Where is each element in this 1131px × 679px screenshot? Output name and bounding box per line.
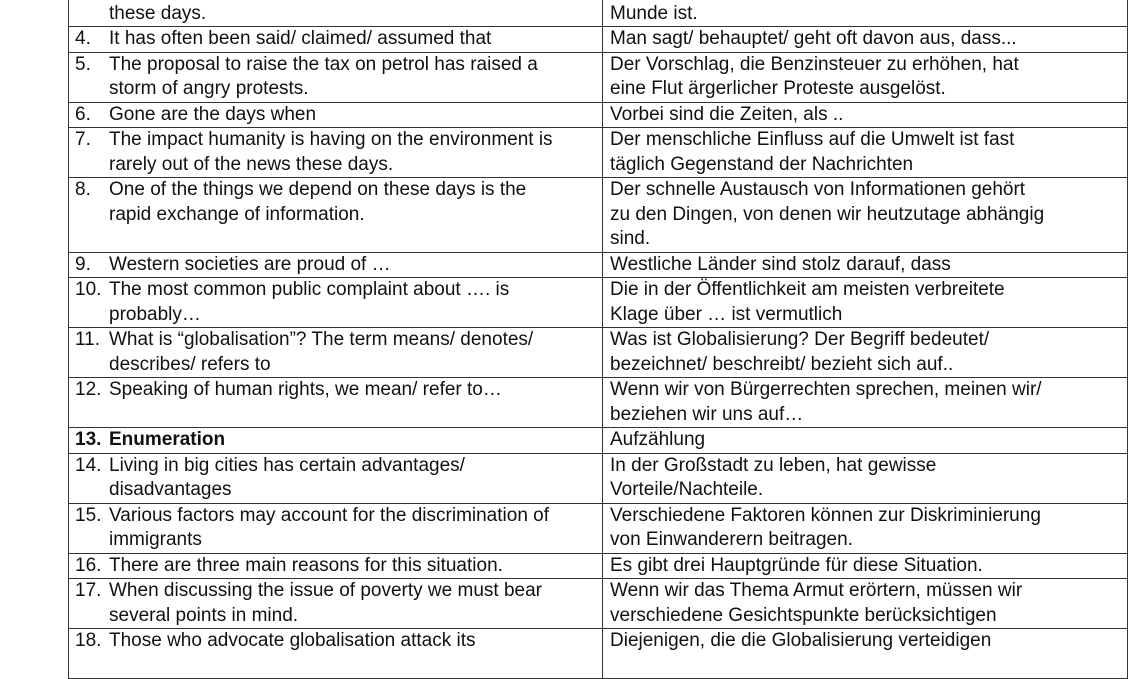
german-line: zu den Dingen, von denen wir heutzutage abhängig [610,203,1045,225]
row-number: 18. [75,630,102,651]
english-cell [68,178,603,252]
english-line: One of the things we depend on these days is the [109,179,527,200]
german-line: Westliche Länder sind stolz darauf, dass [610,253,951,275]
english-line: The impact humanity is having on the environment is [109,129,553,150]
english-line: Western societies are proud of … [109,253,391,275]
english-cell [68,103,603,128]
german-cell [603,629,1128,678]
english-text [109,328,602,377]
german-line: Was ist Globalisierung? Der Begriff bedeutet/ [610,329,990,350]
english-line: Those who advocate globalisation attack its [109,630,476,651]
english-cell [68,504,603,553]
row-number: 13. [75,429,102,450]
english-line: The proposal to raise the tax on petrol has raised a [109,53,538,75]
german-line: Der schnelle Austausch von Informationen gehört [610,179,1026,200]
german-line: In der Großstadt zu leben, hat gewisse [610,454,937,476]
german-cell [603,0,1128,26]
row-number: 11. [75,329,101,350]
german-cell [603,428,1128,453]
german-line: beziehen wir uns auf… [610,403,804,425]
english-line [109,403,598,428]
english-text [109,554,602,579]
german-cell [603,328,1128,377]
english-line: rapid exchange of information. [109,203,365,225]
german-cell [603,554,1128,579]
english-text [109,53,602,102]
row-number: 8. [75,179,91,200]
german-cell [603,103,1128,128]
german-cell [603,278,1128,327]
german-line: Verschiedene Faktoren können zur Diskriminierung [610,504,1041,526]
english-text [109,629,602,678]
german-cell [603,504,1128,553]
english-line [109,227,598,252]
english-line: Gone are the days when [109,103,317,125]
row-number: 16. [75,554,102,576]
row-number [69,0,109,26]
row-number: 17. [75,580,102,601]
row-number: 6. [75,103,91,125]
english-cell [68,554,603,579]
german-line: täglich Gegenstand der Nachrichten [610,153,914,175]
english-line: There are three main reasons for this situation. [109,554,503,576]
table-row [68,27,1128,53]
english-line [109,654,598,679]
table-row [68,378,1128,428]
english-line: Living in big cities has certain advantages/ [109,454,465,476]
english-line: The most common public complaint about …. is [109,279,510,300]
german-line: Munde ist. [610,2,698,24]
phrase-table [68,0,1128,679]
english-line: these days. [109,2,207,24]
english-text [109,278,602,327]
german-line [610,654,1127,679]
english-line: Speaking of human rights, we mean/ refer to… [109,379,502,400]
table-row [68,504,1128,554]
table-row [68,128,1128,178]
row-number: 10. [75,279,102,300]
english-cell [68,328,603,377]
english-cell [68,53,603,102]
english-text [109,504,602,553]
german-cell [603,128,1128,177]
english-line: describes/ refers to [109,353,271,375]
english-cell [68,128,603,177]
table-row [68,53,1128,103]
row-number: 4. [75,28,91,49]
english-line: disadvantages [109,479,232,500]
english-line: What is “globalisation”? The term means/ denotes/ [109,329,534,350]
row-number: 7. [75,129,91,150]
table-row [68,428,1128,454]
english-line: Enumeration [109,429,226,450]
english-line: rarely out of the news these days. [109,153,394,175]
english-line: Various factors may account for the discrimination of [109,504,550,526]
german-line: Aufzählung [610,429,706,450]
german-line: Man sagt/ behauptet/ geht oft davon aus, dass... [610,28,1017,49]
english-text [109,428,602,453]
english-text [109,579,602,628]
german-cell [603,378,1128,427]
english-text [109,454,602,503]
german-cell [603,178,1128,252]
english-cell [68,0,603,26]
english-line: several points in mind. [109,604,299,626]
german-line: Die in der Öffentlichkeit am meisten verbreitete [610,279,1005,300]
german-line: Vorbei sind die Zeiten, als .. [610,103,844,125]
row-number: 15. [75,504,102,526]
row-number: 12. [75,379,102,400]
english-cell [68,579,603,628]
english-cell [68,629,603,678]
english-line: It has often been said/ claimed/ assumed that [109,28,492,49]
english-cell [68,278,603,327]
german-line: Diejenigen, die die Globalisierung verteidigen [610,630,992,651]
german-line: Der Vorschlag, die Benzinsteuer zu erhöhen, hat [610,53,1019,75]
german-line: verschiedene Gesichtspunkte berücksichtigen [610,604,997,626]
german-line: bezeichnet/ beschreibt/ bezieht sich auf.. [610,353,954,375]
english-text [109,253,602,278]
german-line: von Einwanderern beitragen. [610,529,853,550]
english-text [109,178,602,252]
english-cell [68,378,603,427]
english-text [109,0,602,26]
german-cell [603,454,1128,503]
german-line: Vorteile/Nachteile. [610,479,764,500]
english-text [109,103,602,128]
table-row [68,554,1128,580]
english-cell [68,253,603,278]
german-line: sind. [610,228,651,249]
german-line: Der menschliche Einfluss auf die Umwelt ist fast [610,129,1015,150]
english-text [109,378,602,427]
table-row [68,103,1128,129]
english-line: immigrants [109,529,202,550]
german-line: Wenn wir von Bürgerrechten sprechen, meinen wir/ [610,379,1042,400]
table-row [68,328,1128,378]
german-cell [603,27,1128,52]
english-text [109,128,602,177]
german-line: eine Flut ärgerlicher Proteste ausgelöst. [610,78,946,99]
english-line: When discussing the issue of poverty we must bear [109,580,542,601]
english-line: probably… [109,303,201,325]
english-cell [68,27,603,52]
german-line: Wenn wir das Thema Armut erörtern, müssen wir [610,580,1023,601]
english-cell [68,454,603,503]
table-row [68,178,1128,253]
english-line: storm of angry protests. [109,78,309,99]
table-row [68,0,1128,27]
table-row [68,278,1128,328]
english-cell [68,428,603,453]
table-row [68,629,1128,679]
row-number: 9. [75,253,91,275]
table-row [68,253,1128,279]
table-row [68,579,1128,629]
english-text [109,27,602,52]
german-cell [603,253,1128,278]
german-cell [603,579,1128,628]
german-cell [603,53,1128,102]
row-number: 14. [75,454,102,476]
row-number: 5. [75,53,91,75]
german-line: Klage über … ist vermutlich [610,303,843,325]
table-row [68,454,1128,504]
german-line: Es gibt drei Hauptgründe für diese Situation. [610,554,983,576]
